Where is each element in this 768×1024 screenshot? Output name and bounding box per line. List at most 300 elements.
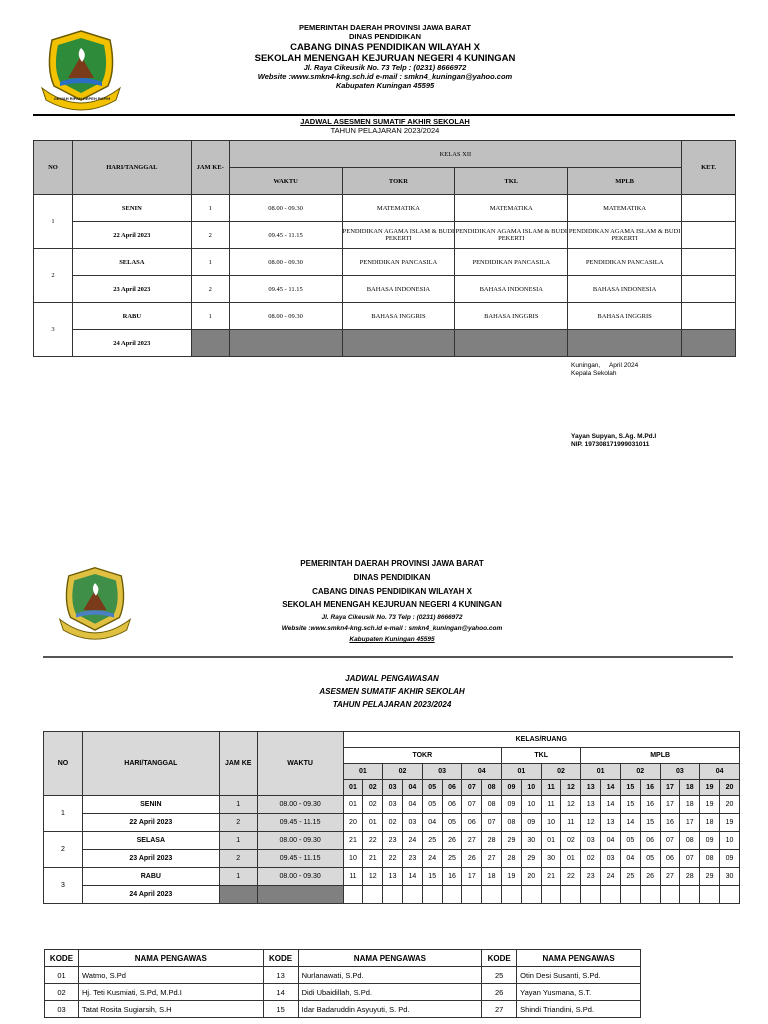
supervisor-code: 18 [482,868,502,886]
room-number: 10 [521,780,541,796]
col-tkl: TKL [455,168,568,195]
schedule-subtitle: TAHUN PELAJARAN 2023/2024 [330,125,440,135]
supervisor-code: 06 [442,796,462,814]
signature-nip: NIP. 197308171999031011 [571,441,650,449]
room-number: 04 [402,780,422,796]
header2-city: Kabupaten Kuningan 45595 [349,636,435,644]
supervisor-code: 15 [422,868,442,886]
class-group: 02 [383,764,423,780]
day-no: 2 [44,832,83,868]
supervisor-code: 02 [383,814,403,832]
room-number: 06 [442,780,462,796]
supervisor-code: 04 [422,814,442,832]
subject-mplb: BAHASA INDONESIA [568,276,682,303]
supervisor-code: 21 [363,850,383,868]
supervisor-code: 15 [620,796,640,814]
supervisors-table [44,949,641,1018]
day-no: 1 [34,195,73,249]
supervisor-code: 10 [719,832,739,850]
subject-tokr: PENDIDIKAN PANCASILA [342,249,455,276]
day-name: SELASA [72,249,191,276]
supervisor-code: 17 [660,796,680,814]
logo-motto: GEMAH RIPAH REPEH RAPIH [53,96,111,101]
class-group: 02 [620,764,660,780]
supervisor-code: 25 [620,868,640,886]
header-divider [33,114,735,116]
supervisor-code: 01 [561,850,581,868]
empty-cell [482,886,502,904]
supervisor-code: 29 [502,832,522,850]
header2-address: Jl. Raya Cikeusik No. 73 Telp : (0231) 8666972 [321,614,463,621]
supervisor-code: 10 [521,796,541,814]
day-date: 23 April 2023 [82,850,219,868]
jam: 1 [219,868,257,886]
room-number: 07 [462,780,482,796]
supervisor-name: Yayan Yusmana, S.T. [517,984,641,1001]
room-number: 16 [640,780,660,796]
jam: 1 [191,195,229,222]
room-number: 13 [581,780,601,796]
waktu: 09.45 - 11.15 [229,222,342,249]
supervisor-code: 22 [383,850,403,868]
supervisor-code: 28 [680,868,700,886]
supervisor-code: 02 [561,832,581,850]
waktu: 08.00 - 09.30 [229,249,342,276]
room-number: 14 [601,780,621,796]
room-number: 15 [620,780,640,796]
class-group: 04 [462,764,502,780]
ket [682,276,736,303]
header2-line-1: PEMERINTAH DAERAH PROVINSI JAWA BARAT [300,559,484,568]
class-group: 01 [343,764,383,780]
room-number: 09 [502,780,522,796]
supervisor-code: 01 [363,814,383,832]
room-number: 17 [660,780,680,796]
supervisor-code: 03 [383,796,403,814]
day-no: 2 [34,249,73,303]
header2-line-3: CABANG DINAS PENDIDIKAN WILAYAH X [312,586,472,596]
class-group: 03 [422,764,462,780]
col-no: NO [34,141,73,195]
waktu: 09.45 - 11.15 [257,850,343,868]
empty-cell [680,886,700,904]
class-group: 01 [581,764,621,780]
waktu: 09.45 - 11.15 [229,276,342,303]
empty-cell [561,886,581,904]
supervisor-code: 19 [719,814,739,832]
empty-cell [257,886,343,904]
supervisor-code: 06 [640,832,660,850]
day-no: 3 [44,868,83,904]
jam: 2 [219,850,257,868]
supervisor-code: 25 [482,967,517,984]
supervisor-code: 15 [263,1001,298,1018]
subject-mplb: BAHASA INGGRIS [568,303,682,330]
table-row [44,814,740,832]
empty-cell [191,330,229,357]
subject-tkl: BAHASA INGGRIS [455,303,568,330]
supervisor-name: Nurlanawati, S.Pd. [298,967,482,984]
col-no: NO [44,732,83,796]
subject-tkl: PENDIDIKAN AGAMA ISLAM & BUDI PEKERTI [455,222,568,249]
supervisor-code: 14 [402,868,422,886]
supervisor-code: 13 [601,814,621,832]
day-name: SENIN [72,195,191,222]
supervisor-code: 03 [45,1001,79,1018]
ket [682,222,736,249]
empty-cell [383,886,403,904]
class-group: 03 [660,764,700,780]
day-name: RABU [82,868,219,886]
header-line-2: DINAS PENDIDIKAN [348,31,422,41]
jam: 1 [191,303,229,330]
col-waktu: WAKTU [229,168,342,195]
col-kelas: KELAS XII [229,141,681,168]
ket [682,303,736,330]
supervisor-code: 07 [462,796,482,814]
room-number: 12 [561,780,581,796]
subject-tkl: MATEMATIKA [455,195,568,222]
supervisor-code: 23 [581,868,601,886]
subject-tkl: BAHASA INDONESIA [455,276,568,303]
supervisor-code: 13 [581,796,601,814]
day-no: 3 [34,303,73,357]
room-number: 19 [700,780,720,796]
empty-cell [682,330,736,357]
supervisor-code: 13 [263,967,298,984]
supervisor-code: 28 [482,832,502,850]
supervisor-code: 05 [640,850,660,868]
col-day: HARI/TANGGAL [82,732,219,796]
supervisor-name: Watmo, S.Pd [78,967,263,984]
letterhead-top [190,24,580,91]
supervisor-code: 23 [402,850,422,868]
letterhead-bottom [230,557,554,646]
supervisor-code: 19 [502,868,522,886]
supervisor-code: 17 [680,814,700,832]
supervisor-code: 22 [561,868,581,886]
empty-cell [700,886,720,904]
supervisor-code: 08 [482,796,502,814]
waktu: 08.00 - 09.30 [257,832,343,850]
waktu: 08.00 - 09.30 [229,195,342,222]
supervisor-code: 18 [700,814,720,832]
col-mplb: MPLB [568,168,682,195]
empty-cell [601,886,621,904]
supervisor-code: 30 [719,868,739,886]
supervisor-name: Otin Desi Susanti, S.Pd. [517,967,641,984]
supervision-title-3: TAHUN PELAJARAN 2023/2024 [332,699,452,709]
room-number: 03 [383,780,403,796]
empty-cell [660,886,680,904]
supervisor-code: 24 [402,832,422,850]
header-line-3: CABANG DINAS PENDIDIKAN WILAYAH X [290,41,480,53]
supervisor-code: 09 [521,814,541,832]
supervisor-name: Tatat Rosita Sugiarsih, S.H [78,1001,263,1018]
supervisor-code: 08 [700,850,720,868]
subject-mplb: PENDIDIKAN AGAMA ISLAM & BUDI PEKERTI [568,222,682,249]
room-number: 01 [343,780,363,796]
header-city: Kabupaten Kuningan 45595 [335,80,435,90]
day-date: 23 April 2023 [72,276,191,303]
col-day: HARI/TANGGAL [72,141,191,195]
col-jam: JAM KE [219,732,257,796]
signature-place-date: Kuningan, April 2024 [571,362,639,369]
jam: 1 [219,796,257,814]
col-kode: KODE [263,950,298,967]
day-date: 22 April 2023 [72,222,191,249]
subject-tokr: BAHASA INDONESIA [342,276,455,303]
table-row [45,984,641,1001]
supervisor-code: 02 [45,984,79,1001]
supervisor-code: 05 [442,814,462,832]
supervisor-name: Shindi Triandini, S.Pd. [517,1001,641,1018]
supervisor-code: 07 [482,814,502,832]
empty-cell [521,886,541,904]
class-group: 04 [700,764,740,780]
supervisor-code: 23 [383,832,403,850]
supervisor-code: 03 [402,814,422,832]
supervisor-code: 26 [640,868,660,886]
school-logo-bottom [55,565,135,641]
subject-tokr: BAHASA INGGRIS [342,303,455,330]
supervisor-code: 19 [700,796,720,814]
empty-cell [568,330,682,357]
supervision-title-1: JADWAL PENGAWASAN [345,674,439,683]
header2-website: Website :www.smkn4-kng.sch.id e-mail : smkn4_kuningan@yahoo.com [281,625,503,633]
waktu: 08.00 - 09.30 [257,796,343,814]
col-ket: KET. [682,141,736,195]
supervisor-code: 09 [719,850,739,868]
supervisor-code: 06 [462,814,482,832]
supervisor-code: 22 [363,832,383,850]
supervisor-code: 01 [45,967,79,984]
supervisor-code: 21 [343,832,363,850]
supervisor-code: 16 [660,814,680,832]
header-website: Website :www.smkn4-kng.sch.id e-mail : smkn4_kuningan@yahoo.com [257,71,513,81]
empty-cell [219,886,257,904]
table-row [44,796,740,814]
class-group: 02 [541,764,581,780]
supervisor-code: 26 [462,850,482,868]
supervisor-code: 24 [601,868,621,886]
jam: 1 [191,249,229,276]
supervisor-code: 14 [601,796,621,814]
supervisor-code: 08 [680,832,700,850]
col-nama: NAMA PENGAWAS [298,950,482,967]
supervisor-code: 30 [521,832,541,850]
supervisor-code: 27 [482,850,502,868]
col-mplb: MPLB [581,748,740,764]
supervisor-name: Didi Ubaidillah, S.Pd. [298,984,482,1001]
supervision-schedule-table [43,731,740,904]
empty-cell [342,330,455,357]
supervisor-code: 20 [521,868,541,886]
supervisor-code: 25 [442,850,462,868]
waktu: 08.00 - 09.30 [229,303,342,330]
col-waktu: WAKTU [257,732,343,796]
supervisor-code: 09 [700,832,720,850]
supervisor-name: Idar Badaruddin Asyuyuti, S. Pd. [298,1001,482,1018]
jam: 2 [191,222,229,249]
col-tkl: TKL [502,748,581,764]
supervisor-code: 20 [343,814,363,832]
supervisor-code: 26 [482,984,517,1001]
supervisor-name: Hj. Teti Kusmiati, S.Pd, M.Pd.I [78,984,263,1001]
empty-cell [502,886,522,904]
day-name: SENIN [82,796,219,814]
supervisor-code: 17 [462,868,482,886]
ket [682,249,736,276]
day-date: 24 April 2023 [82,886,219,904]
supervisor-code: 24 [422,850,442,868]
supervisor-code: 27 [660,868,680,886]
header-line-4: SEKOLAH MENENGAH KEJURUAN NEGERI 4 KUNINGAN [254,52,516,64]
subject-tkl: PENDIDIKAN PANCASILA [455,249,568,276]
subject-tokr: PENDIDIKAN AGAMA ISLAM & BUDI PEKERTI [342,222,455,249]
col-kode: KODE [45,950,79,967]
supervisor-code: 01 [343,796,363,814]
day-name: RABU [72,303,191,330]
jam: 2 [191,276,229,303]
supervisor-code: 18 [680,796,700,814]
table-row [44,832,740,850]
supervisor-code: 12 [581,814,601,832]
supervisor-code: 28 [502,850,522,868]
empty-cell [363,886,383,904]
empty-cell [719,886,739,904]
supervisor-code: 05 [620,832,640,850]
col-nama: NAMA PENGAWAS [78,950,263,967]
supervisor-code: 13 [383,868,403,886]
supervisor-code: 11 [561,814,581,832]
empty-cell [462,886,482,904]
subject-mplb: PENDIDIKAN PANCASILA [568,249,682,276]
supervisor-code: 07 [680,850,700,868]
room-number: 08 [482,780,502,796]
signature-block [571,362,731,450]
supervisor-code: 04 [620,850,640,868]
supervisor-code: 10 [541,814,561,832]
jam: 2 [219,814,257,832]
supervisor-code: 02 [581,850,601,868]
supervisor-code: 29 [700,868,720,886]
supervisor-code: 07 [660,832,680,850]
col-nama: NAMA PENGAWAS [517,950,641,967]
supervisor-code: 04 [402,796,422,814]
schedule-title: JADWAL ASESMEN SUMATIF AKHIR SEKOLAH [300,117,470,126]
table-row [45,1001,641,1018]
supervisor-code: 30 [541,850,561,868]
jam: 1 [219,832,257,850]
empty-cell [402,886,422,904]
supervisor-code: 12 [363,868,383,886]
empty-cell [640,886,660,904]
supervisor-code: 27 [462,832,482,850]
day-no: 1 [44,796,83,832]
col-kode: KODE [482,950,517,967]
table-row [44,868,740,886]
room-number: 02 [363,780,383,796]
empty-cell [442,886,462,904]
subject-tokr: MATEMATIKA [342,195,455,222]
supervisor-code: 25 [422,832,442,850]
col-jam: JAM KE- [191,141,229,195]
supervisor-code: 16 [442,868,462,886]
header-address: Jl. Raya Cikeusik No. 73 Telp : (0231) 8666972 [303,63,467,73]
header-line-1: PEMERINTAH DAERAH PROVINSI JAWA BARAT [299,23,471,32]
supervisor-code: 04 [601,832,621,850]
supervisor-code: 08 [502,814,522,832]
supervisor-code: 27 [482,1001,517,1018]
supervision-title-2: ASESMEN SUMATIF AKHIR SEKOLAH [319,686,465,696]
empty-cell [620,886,640,904]
supervisor-code: 15 [640,814,660,832]
table-row [44,850,740,868]
supervisor-code: 21 [541,868,561,886]
supervisor-code: 09 [502,796,522,814]
col-tokr: TOKR [342,168,455,195]
room-number: 18 [680,780,700,796]
day-date: 22 April 2023 [82,814,219,832]
supervisor-code: 26 [442,832,462,850]
signature-name: Yayan Supyan, S.Ag. M.Pd.I [571,433,657,441]
supervisor-code: 05 [422,796,442,814]
ket [682,195,736,222]
supervisor-code: 11 [541,796,561,814]
day-name: SELASA [82,832,219,850]
header2-divider [43,656,733,658]
empty-cell [229,330,342,357]
table-row [44,886,740,904]
supervisor-code: 03 [581,832,601,850]
col-tokr: TOKR [343,748,502,764]
supervisor-code: 20 [719,796,739,814]
empty-cell [343,886,363,904]
signature-role: Kepala Sekolah [571,370,617,378]
school-logo-top [38,28,124,112]
supervisor-code: 10 [343,850,363,868]
header2-line-4: SEKOLAH MENENGAH KEJURUAN NEGERI 4 KUNINGAN [282,600,502,610]
supervisor-code: 12 [561,796,581,814]
supervisor-code: 14 [263,984,298,1001]
supervisor-code: 03 [601,850,621,868]
supervisor-code: 01 [541,832,561,850]
waktu: 09.45 - 11.15 [257,814,343,832]
waktu: 08.00 - 09.30 [257,868,343,886]
header2-line-2: DINAS PENDIDIKAN [353,572,431,582]
empty-cell [581,886,601,904]
exam-schedule-table [33,140,736,357]
room-number: 05 [422,780,442,796]
supervisor-code: 11 [343,868,363,886]
empty-cell [455,330,568,357]
room-number: 20 [719,780,739,796]
empty-cell [422,886,442,904]
col-kelas-ruang: KELAS/RUANG [343,732,739,748]
empty-cell [541,886,561,904]
subject-mplb: MATEMATIKA [568,195,682,222]
room-number: 11 [541,780,561,796]
supervisor-code: 16 [640,796,660,814]
class-group: 01 [502,764,542,780]
supervisor-code: 29 [521,850,541,868]
supervisor-code: 06 [660,850,680,868]
supervisor-code: 02 [363,796,383,814]
supervisor-code: 14 [620,814,640,832]
table-row [45,967,641,984]
day-date: 24 April 2023 [72,330,191,357]
